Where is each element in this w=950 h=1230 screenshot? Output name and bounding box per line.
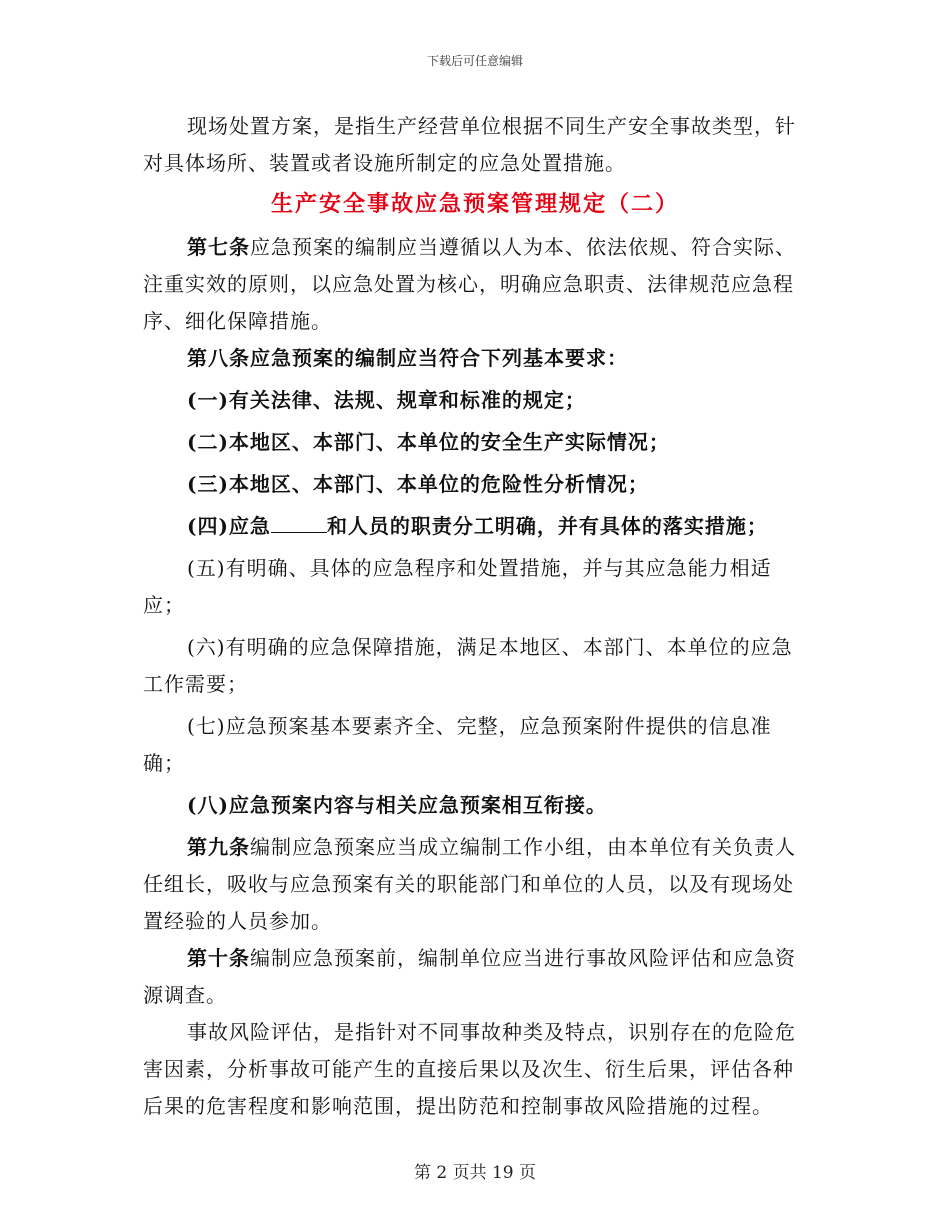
item-2: (二)本地区、本部门、本单位的安全生产实际情况； (187, 430, 670, 454)
article-9-text: 编制应急预案应当成立编制工作小组，由本单位有关负责人任组长，吸收与应急预案有关的职能部门和单位的人员，以及有现场处置经验的人员参加。 (143, 835, 796, 933)
item-8: (八)应急预案内容与相关应急预案相互衔接。 (187, 793, 607, 817)
article-8: 第八条应急预案的编制应当符合下列基本要求： (187, 346, 628, 370)
item-4-part-a: (四)应急 (187, 514, 271, 538)
article-9-label: 第九条 (187, 835, 250, 859)
item-3: (三)本地区、本部门、本单位的危险性分析情况； (187, 472, 649, 496)
risk-assessment-paragraph: 事故风险评估，是指针对不同事故种类及特点，识别存在的危险危害因素，分析事故可能产生的直接后果以及次生、衍生后果，评估各种后果的危害程度和影响范围，提出防范和控制事故风险措施的过程。 (143, 1020, 796, 1118)
article-7-text: 应急预案的编制应当遵循以人为本、依法依规、符合实际、注重实效的原则，以应急处置为核心，明确应急职责、法律规范应急程序、细化保障措施。 (143, 235, 796, 333)
item-1: (一)有关法律、法规、规章和标准的规定； (187, 388, 586, 412)
document-title: 生产安全事故应急预案管理规定（二） (270, 191, 679, 217)
document-body (143, 108, 807, 1125)
article-10 (143, 940, 807, 1014)
article-10-label: 第十条 (187, 946, 250, 970)
item-4 (143, 508, 807, 545)
item-4-part-b: 和人员的职责分工明确，并有具体的落实措施； (326, 514, 768, 538)
item-5: (五)有明确、具体的应急程序和处置措施，并与其应急能力相适应； (143, 556, 772, 617)
page-header: 下载后可任意编辑 (426, 54, 523, 68)
article-9 (143, 829, 807, 940)
article-7-label: 第七条 (187, 235, 250, 259)
fill-blank (271, 514, 327, 533)
item-7: (七)应急预案基本要素齐全、完整，应急预案附件提供的信息准确； (143, 714, 772, 775)
article-7 (143, 229, 807, 340)
item-6: (六)有明确的应急保障措施，满足本地区、本部门、本单位的应急工作需要； (143, 635, 793, 696)
page-footer: 第 2 页共 19 页 (413, 1163, 537, 1183)
intro-paragraph: 现场处置方案，是指生产经营单位根据不同生产安全事故类型，针对具体场所、装置或者设施所制定的应急处置措施。 (143, 114, 796, 175)
article-10-text: 编制应急预案前，编制单位应当进行事故风险评估和应急资源调查。 (143, 946, 796, 1007)
